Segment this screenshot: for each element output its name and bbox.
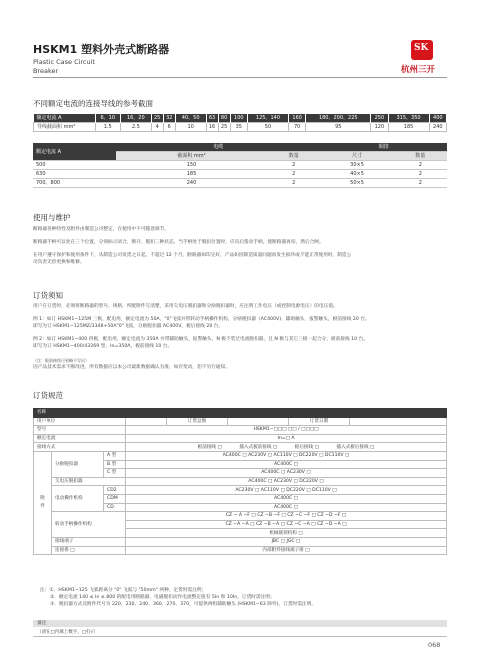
- table-row: [33, 179, 447, 188]
- spec-note: 注：①．HSKM1−125 飞弧距离分 "0" 飞弧与 "50mm" 两种，定货时需注明；: [40, 588, 207, 593]
- order-date-input[interactable]: [350, 418, 446, 425]
- table-row: [34, 486, 447, 495]
- table-row: [34, 417, 447, 426]
- table-cell: 35: [230, 123, 247, 132]
- table-cell: 160: [289, 114, 306, 123]
- table-cell: 25: [218, 123, 230, 132]
- usage-paragraph: 司负责无偿更换和维修。: [33, 260, 85, 265]
- current-field[interactable]: In=□ A: [126, 434, 447, 443]
- remark-field[interactable]: （请在□内填上数字，□打√）: [33, 629, 447, 637]
- undervoltage-options[interactable]: AC400C □ AC230V □ DC220V □: [126, 477, 447, 486]
- table-cell: 导线截面积 mm²: [34, 123, 96, 132]
- table-cell: 2: [267, 179, 320, 188]
- header-divider: [33, 77, 447, 78]
- rotary-options[interactable]: CZ − A −F □ CZ −B −F □ CZ −C −F □ CZ −D −F □: [126, 512, 447, 521]
- shunt-type: B 型: [104, 460, 126, 469]
- table-header-qty: 数量: [267, 152, 320, 161]
- table-header-current: 额定电流 A: [33, 143, 116, 161]
- table-cell: 6: [163, 123, 175, 132]
- section-title-ordering: 订货须知: [33, 291, 63, 300]
- motor-options[interactable]: AC400C □: [126, 503, 447, 512]
- order-spec-table: [33, 408, 447, 555]
- terminal-options[interactable]: JBC □ JGC □: [126, 537, 447, 546]
- spec-label-rotary: 转动手柄操作机构: [52, 512, 126, 538]
- wiring-option-plugin-front[interactable]: 插入式板前接线 □: [239, 444, 278, 450]
- table-row: [34, 546, 447, 555]
- brand-name: 杭州三开: [401, 65, 436, 75]
- subtitle-en-line1: Plastic Case Circuit: [33, 58, 95, 66]
- table-row: [33, 161, 447, 170]
- spec-label-user: 用户单位: [34, 417, 126, 426]
- shunt-options[interactable]: AC400C □ AC230V □: [126, 469, 447, 478]
- table-cell: 70: [289, 123, 306, 132]
- shunt-type: C 型: [104, 469, 126, 478]
- table-cell: 700、800: [33, 179, 116, 188]
- section-title-conductor: 不同额定电流的连接导线的参考截面: [33, 99, 153, 108]
- motor-type: CDM: [104, 494, 126, 503]
- table-cell: 180、200、225: [306, 114, 371, 123]
- spec-note: ②．额定电流 140 ≤ In ≤ 800 的配电用断路器，电磁脱扣动作电流整定值有 5In 和 10In，订货时需注明；: [50, 595, 275, 600]
- table-cell: 63: [206, 114, 218, 123]
- table-row: [34, 477, 447, 486]
- table-cell: 50: [247, 123, 288, 132]
- order-total-label: 订货总数: [167, 418, 228, 425]
- table-cell: 80: [218, 114, 230, 123]
- brand-logo: SK: [411, 40, 433, 60]
- table-cell: 30×5: [320, 161, 393, 170]
- page-number: 068: [428, 641, 441, 649]
- table-cell: 240: [429, 123, 446, 132]
- spec-label-motor: 电动操作机构: [52, 486, 104, 512]
- table-cell: 40×5: [320, 170, 393, 179]
- ordering-note: （注：板前接线可省略不写出）: [33, 358, 89, 363]
- spec-user-cells: [126, 417, 447, 426]
- interlock-option[interactable]: 机械联锁机构 □: [126, 529, 447, 538]
- ordering-example: 即写为订 HSKM1−125MZ/3348+50A"0"飞弧，分励脱扣器 AC400V，板后接线 20 台。: [33, 324, 224, 329]
- table-cell: 2: [394, 161, 447, 170]
- table-header-copper: 铜排: [320, 143, 447, 152]
- ordering-disclaimer: 因产品技术需求不断改进，所有数据应以本公司最新数据确认为准，如有变动，恕不另行通知。: [33, 365, 230, 370]
- spec-label-terminal: 接线端子: [52, 537, 126, 546]
- conductor-table: [33, 114, 447, 132]
- table-row: [34, 512, 447, 521]
- usage-paragraph: 断路器各种特性及附件由制造公司整定，在使用中不可随意调节。: [33, 227, 169, 232]
- table-cell: 500: [33, 161, 116, 170]
- shunt-options[interactable]: AC400C □ AC230V □ AC110V □ DC220V □ DC110V □: [126, 451, 447, 460]
- spec-label-accessory: 附件: [34, 451, 52, 554]
- table-row: [34, 434, 447, 443]
- table-row: [33, 170, 447, 179]
- table-header-qty: 数量: [394, 152, 447, 161]
- spec-label-wiring: 接线方式: [34, 443, 126, 452]
- large-current-table: [33, 143, 447, 188]
- table-row: [34, 451, 447, 460]
- table-cell: 1.5: [95, 123, 120, 132]
- spec-label-undervoltage: 欠电压脱扣器: [52, 477, 126, 486]
- table-row: [33, 143, 447, 152]
- table-cell: 185: [388, 123, 429, 132]
- subtitle-en-line2: Breaker: [33, 67, 59, 75]
- table-row: [34, 114, 447, 123]
- model-field[interactable]: HSKM1−□□□ □□ / □□□□: [126, 426, 447, 435]
- table-cell: 32: [163, 114, 175, 123]
- rotary-options[interactable]: CZ −A −A □ CZ −B −A □ CZ −C −A □ CZ −D −A □: [126, 520, 447, 529]
- table-cell: 4: [151, 123, 163, 132]
- remark-header: 备注: [33, 620, 447, 627]
- table-row: [34, 426, 447, 435]
- order-total-input[interactable]: [228, 418, 289, 425]
- motor-options[interactable]: AC230V □ AC110V □ DC220V □ DC110V □: [126, 486, 447, 495]
- spec-label-shunt: 分励脱扣器: [52, 451, 104, 477]
- table-cell: 240: [116, 179, 267, 188]
- table-cell: 95: [306, 123, 371, 132]
- bar-options[interactable]: 内部附件接线端子排 □: [126, 546, 447, 555]
- table-cell: 10: [175, 123, 206, 132]
- shunt-options[interactable]: AC400C □: [126, 460, 447, 469]
- spec-label-current: 额定电流: [34, 434, 126, 443]
- table-cell: 25: [151, 114, 163, 123]
- table-header-size: 尺寸: [320, 152, 393, 161]
- spec-label-model: 型号: [34, 426, 126, 435]
- table-cell: 2: [267, 170, 320, 179]
- shunt-type: A 型: [104, 451, 126, 460]
- table-cell: 2: [267, 161, 320, 170]
- table-row: [34, 123, 447, 132]
- usage-paragraph: 在用户遵守保护和使用条件下，从制造公司发货之日起，不超过 12 个月，断路器如印完好，产品如因制造质量问题而发生损坏或不能正常使用时，制造公: [33, 253, 352, 258]
- table-cell: 630: [33, 170, 116, 179]
- table-cell: 150: [116, 161, 267, 170]
- wiring-option-front[interactable]: 板前接线 □: [197, 444, 222, 450]
- motor-type: CD: [104, 503, 126, 512]
- table-cell: 40、50: [175, 114, 206, 123]
- table-cell: 2: [394, 170, 447, 179]
- motor-options[interactable]: AC400C □: [126, 494, 447, 503]
- spec-note: ③．脱扣器方式及附件代号为 220、230、240、360、270、370，可提供两组辅助触头 (HSKM1−63 除外)，订货时需注明。: [50, 602, 316, 607]
- section-title-spec: 订货规范: [33, 391, 63, 400]
- wiring-option-rear[interactable]: 板后接线 □: [294, 444, 319, 450]
- ordering-example: 例 1：如订 HSKM1−125M 三极，配电用，额定电流为 50A，"0"飞弧并带转动手柄操作机构，分励脱扣器（AC400V)，辅助触头，报警触头，板前接线 20 台。: [33, 317, 370, 322]
- page-title: HSKM1 塑料外壳式断路器: [33, 43, 170, 56]
- spec-header-name: 名称: [34, 409, 447, 418]
- section-title-usage: 使用与维护: [33, 213, 71, 222]
- table-cell: 400: [429, 114, 446, 123]
- usage-paragraph: 断路器手柄可以处在三个位置，分别标示闭合、断开、脱扣三种状态，当手柄处于脱扣位置时，应向后拨动手柄，使断路器再扣，然后合闸。: [33, 240, 324, 245]
- table-cell: 315、350: [388, 114, 429, 123]
- table-cell: 50×5: [320, 179, 393, 188]
- table-cell: 250: [371, 114, 388, 123]
- table-row: [34, 537, 447, 546]
- table-row: [34, 409, 447, 418]
- user-unit-input[interactable]: [126, 418, 167, 425]
- ordering-example: 例 2：如订 HSKM1−400 四极，配电用，额定电流为 350A 并带辅助触头，报警触头，N 极不装过电流脱扣器，且 N 极与其它三极一起合分，板前接线 10 台。: [33, 337, 368, 342]
- table-cell: 125、140: [247, 114, 288, 123]
- motor-type: CD2: [104, 486, 126, 495]
- table-cell: 2.5: [120, 123, 151, 132]
- ordering-example: 即写为订 HSKM1−400/43269 型，In=350A，板前接线 10 台。: [33, 344, 173, 349]
- table-cell: 16、20: [120, 114, 151, 123]
- wiring-option-plugin-rear[interactable]: 插入式板后接线 □: [336, 444, 375, 450]
- order-date-label: 订货日期: [289, 418, 350, 425]
- wiring-options: [126, 443, 447, 452]
- spec-label-bar[interactable]: 连接排 □: [52, 546, 126, 555]
- table-cell: 额定电流 A: [34, 114, 96, 123]
- table-cell: 2: [394, 179, 447, 188]
- table-cell: 120: [371, 123, 388, 132]
- table-header-cable: 电缆: [116, 143, 320, 152]
- table-header-area: 截面积 mm²: [116, 152, 267, 161]
- table-cell: 100: [230, 114, 247, 123]
- ordering-paragraph: 用户在订货时，必须将断路器的型号、规格、所配附件写清楚，采用欠电压脱扣器和分励脱扣器时，应注明工作电压（或控制电源电压）的电压值。: [33, 304, 338, 309]
- table-row: [34, 443, 447, 452]
- table-cell: 16: [206, 123, 218, 132]
- table-cell: 6、10: [95, 114, 120, 123]
- table-cell: 185: [116, 170, 267, 179]
